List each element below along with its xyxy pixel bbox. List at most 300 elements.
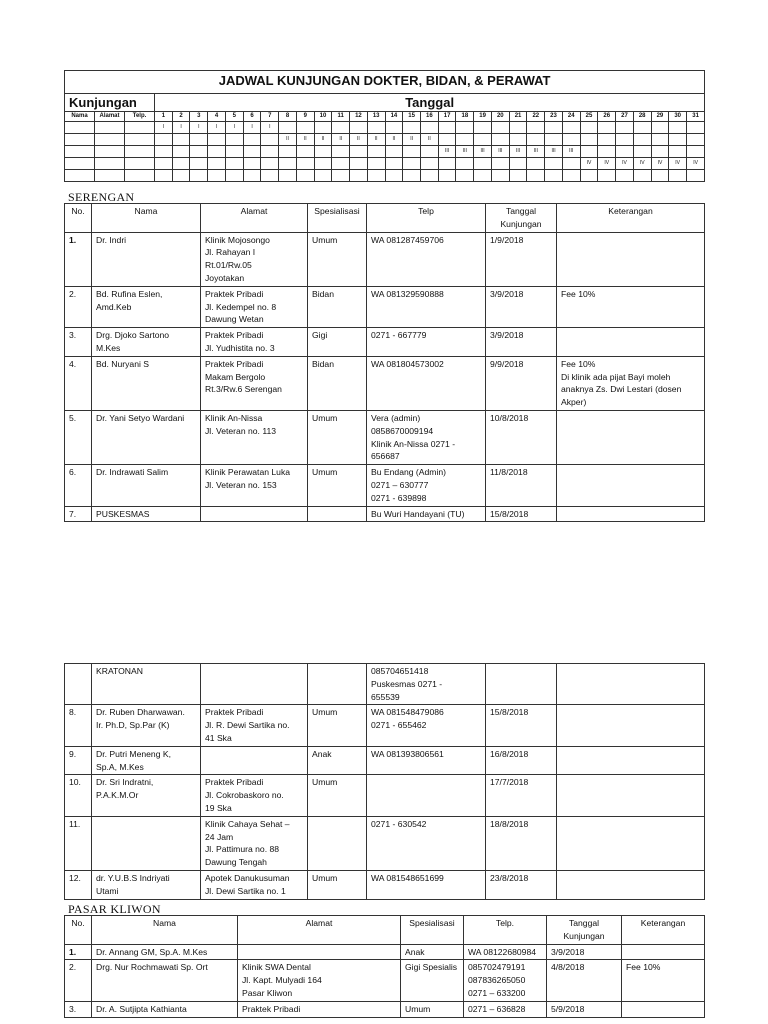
week-mark: IV xyxy=(580,158,598,170)
schedule-empty-cell xyxy=(65,158,95,170)
schedule-empty-cell xyxy=(456,134,474,146)
day-header: 10 xyxy=(314,112,332,122)
schedule-empty-cell xyxy=(155,134,173,146)
day-header: 30 xyxy=(669,112,687,122)
schedule-empty-cell xyxy=(385,146,403,158)
cell-tanggal: 3/9/2018 xyxy=(486,286,557,327)
schedule-subheader: Alamat xyxy=(95,112,125,122)
schedule-empty-cell xyxy=(456,122,474,134)
week-mark: II xyxy=(421,134,439,146)
column-header-nama: Nama xyxy=(92,916,238,945)
table-row xyxy=(65,356,705,410)
column-header-alamat: Alamat xyxy=(238,916,401,945)
schedule-empty-cell xyxy=(296,170,314,182)
schedule-empty-cell xyxy=(243,158,261,170)
cell-alamat: Klinik Cahaya Sehat – 24 Jam Jl. Pattimura no. 88 Dawung Tengah xyxy=(201,816,308,870)
cell-telp: 0271 - 630542 xyxy=(367,816,486,870)
schedule-empty-cell xyxy=(314,146,332,158)
schedule-empty-cell xyxy=(279,146,297,158)
schedule-empty-cell xyxy=(562,158,580,170)
schedule-empty-cell xyxy=(580,170,598,182)
schedule-empty-cell xyxy=(580,146,598,158)
cell-no: 2. xyxy=(65,286,92,327)
schedule-empty-cell xyxy=(598,170,616,182)
schedule-empty-cell xyxy=(491,170,509,182)
schedule-empty-cell xyxy=(509,122,527,134)
cell-nama: Bd. Nuryani S xyxy=(92,356,201,410)
schedule-empty-cell xyxy=(385,158,403,170)
week-mark: I xyxy=(261,122,279,134)
schedule-empty-cell xyxy=(261,158,279,170)
cell-nama: Dr. Putri Meneng K, Sp.A, M.Kes xyxy=(92,746,201,775)
table-row xyxy=(65,286,705,327)
cell-telp: WA 08122680984 xyxy=(464,944,547,960)
kratonan-table xyxy=(64,663,705,900)
cell-alamat: Praktek Pribadi Jl. Yudhistita no. 3 xyxy=(201,328,308,357)
week-mark: III xyxy=(491,146,509,158)
schedule-empty-cell xyxy=(261,134,279,146)
week-mark: II xyxy=(350,134,368,146)
table-row xyxy=(65,328,705,357)
cell-telp: WA 081393806561 xyxy=(367,746,486,775)
schedule-empty-cell xyxy=(669,122,687,134)
visit-schedule-table xyxy=(64,70,705,182)
day-header: 8 xyxy=(279,112,297,122)
cell-keterangan xyxy=(622,1001,705,1017)
schedule-empty-cell xyxy=(332,170,350,182)
cell-tanggal: 10/8/2018 xyxy=(486,410,557,464)
schedule-empty-cell xyxy=(65,134,95,146)
cell-spesialisasi xyxy=(308,506,367,522)
cell-spesialisasi: Anak xyxy=(401,944,464,960)
column-header-tanggal: Tanggal Kunjungan xyxy=(547,916,622,945)
schedule-empty-cell xyxy=(509,134,527,146)
cell-alamat xyxy=(201,506,308,522)
schedule-empty-cell xyxy=(491,134,509,146)
column-header-no: No. xyxy=(65,204,92,233)
cell-nama: Drg. Djoko Sartono M.Kes xyxy=(92,328,201,357)
schedule-empty-cell xyxy=(243,146,261,158)
cell-alamat xyxy=(201,664,308,705)
cell-no: 2. xyxy=(65,960,92,1001)
schedule-empty-cell xyxy=(669,134,687,146)
column-header-no: No. xyxy=(65,916,92,945)
cell-keterangan xyxy=(557,506,705,522)
schedule-empty-cell xyxy=(367,122,385,134)
cell-alamat: Praktek Pribadi Jl. Kedempel no. 8 Dawung Wetan xyxy=(201,286,308,327)
schedule-empty-cell xyxy=(687,122,705,134)
schedule-empty-cell xyxy=(474,158,492,170)
cell-nama: PUSKESMAS xyxy=(92,506,201,522)
cell-tanggal: 15/8/2018 xyxy=(486,705,557,746)
cell-telp: Bu Wuri Handayani (TU) xyxy=(367,506,486,522)
cell-tanggal: 4/8/2018 xyxy=(547,960,622,1001)
schedule-empty-cell xyxy=(509,170,527,182)
cell-nama: Dr. Ruben Dharwawan. Ir. Ph.D, Sp.Par (K) xyxy=(92,705,201,746)
serengan-table xyxy=(64,203,705,522)
day-header: 16 xyxy=(421,112,439,122)
schedule-subheader: Telp. xyxy=(125,112,155,122)
schedule-empty-cell xyxy=(95,122,125,134)
schedule-empty-cell xyxy=(669,146,687,158)
cell-telp: Vera (admin) 0858670009194 Klinik An-Nissa 0271 - 656687 xyxy=(367,410,486,464)
cell-tanggal: 15/8/2018 xyxy=(486,506,557,522)
cell-nama: KRATONAN xyxy=(92,664,201,705)
day-header: 7 xyxy=(261,112,279,122)
week-mark: IV xyxy=(616,158,634,170)
week-mark: II xyxy=(332,134,350,146)
schedule-empty-cell xyxy=(545,170,563,182)
schedule-empty-cell xyxy=(367,158,385,170)
cell-keterangan xyxy=(557,775,705,816)
cell-keterangan xyxy=(557,816,705,870)
cell-alamat: Praktek Pribadi Jl. Cokrobaskoro no. 19 Ska xyxy=(201,775,308,816)
cell-nama: Dr. A. Sutjipta Kathianta xyxy=(92,1001,238,1017)
table-row xyxy=(65,506,705,522)
schedule-empty-cell xyxy=(125,170,155,182)
day-header: 28 xyxy=(633,112,651,122)
schedule-empty-cell xyxy=(279,122,297,134)
cell-keterangan xyxy=(557,705,705,746)
cell-no: 12. xyxy=(65,870,92,899)
day-header: 19 xyxy=(474,112,492,122)
cell-tanggal: 5/9/2018 xyxy=(547,1001,622,1017)
cell-no: 8. xyxy=(65,705,92,746)
week-mark: II xyxy=(314,134,332,146)
day-header: 17 xyxy=(438,112,456,122)
cell-nama: Dr. Annang GM, Sp.A. M.Kes xyxy=(92,944,238,960)
schedule-empty-cell xyxy=(279,158,297,170)
week-mark: I xyxy=(208,122,226,134)
day-header: 26 xyxy=(598,112,616,122)
week-mark: III xyxy=(474,146,492,158)
schedule-empty-cell xyxy=(296,146,314,158)
day-header: 31 xyxy=(687,112,705,122)
day-header: 24 xyxy=(562,112,580,122)
day-header: 23 xyxy=(545,112,563,122)
cell-no: 9. xyxy=(65,746,92,775)
kunjungan-header: Kunjungan xyxy=(65,94,155,112)
cell-spesialisasi: Anak xyxy=(308,746,367,775)
day-header: 6 xyxy=(243,112,261,122)
schedule-empty-cell xyxy=(669,170,687,182)
schedule-empty-cell xyxy=(687,146,705,158)
column-header-spesialisasi: Spesialisasi xyxy=(308,204,367,233)
schedule-empty-cell xyxy=(95,158,125,170)
cell-telp: 085702479191 087836265050 0271 – 633200 xyxy=(464,960,547,1001)
cell-keterangan xyxy=(622,944,705,960)
cell-no: 1. xyxy=(65,944,92,960)
schedule-empty-cell xyxy=(225,134,243,146)
schedule-empty-cell xyxy=(403,146,421,158)
cell-keterangan xyxy=(557,746,705,775)
schedule-empty-cell xyxy=(208,146,226,158)
schedule-empty-cell xyxy=(545,122,563,134)
cell-tanggal xyxy=(486,664,557,705)
schedule-empty-cell xyxy=(562,122,580,134)
cell-telp: 0271 - 667779 xyxy=(367,328,486,357)
week-mark: IV xyxy=(687,158,705,170)
schedule-empty-cell xyxy=(421,170,439,182)
schedule-empty-cell xyxy=(545,134,563,146)
cell-alamat xyxy=(201,746,308,775)
pasar-kliwon-table xyxy=(64,915,705,1018)
day-header: 18 xyxy=(456,112,474,122)
schedule-empty-cell xyxy=(438,122,456,134)
cell-spesialisasi: Umum xyxy=(308,410,367,464)
schedule-empty-cell xyxy=(155,146,173,158)
cell-nama: dr. Y.U.B.S Indriyati Utami xyxy=(92,870,201,899)
schedule-empty-cell xyxy=(651,122,669,134)
schedule-empty-cell xyxy=(403,170,421,182)
cell-nama: Dr. Indrawati Salim xyxy=(92,465,201,506)
day-header: 12 xyxy=(350,112,368,122)
schedule-empty-cell xyxy=(225,158,243,170)
cell-spesialisasi xyxy=(308,664,367,705)
schedule-empty-cell xyxy=(509,158,527,170)
schedule-empty-cell xyxy=(598,122,616,134)
schedule-empty-cell xyxy=(314,122,332,134)
schedule-empty-cell xyxy=(456,158,474,170)
schedule-empty-cell xyxy=(598,146,616,158)
week-mark: I xyxy=(243,122,261,134)
day-header: 11 xyxy=(332,112,350,122)
schedule-empty-cell xyxy=(562,134,580,146)
schedule-empty-cell xyxy=(633,134,651,146)
schedule-empty-cell xyxy=(421,122,439,134)
cell-telp: WA 081548651699 xyxy=(367,870,486,899)
cell-tanggal: 17/7/2018 xyxy=(486,775,557,816)
schedule-empty-cell xyxy=(616,146,634,158)
cell-no: 3. xyxy=(65,328,92,357)
cell-spesialisasi: Bidan xyxy=(308,356,367,410)
schedule-empty-cell xyxy=(616,170,634,182)
cell-spesialisasi: Umum xyxy=(308,870,367,899)
week-mark: II xyxy=(403,134,421,146)
section-title-pasar-kliwon: PASAR KLIWON xyxy=(68,902,161,916)
schedule-empty-cell xyxy=(580,134,598,146)
schedule-empty-cell xyxy=(350,122,368,134)
cell-keterangan xyxy=(557,664,705,705)
cell-spesialisasi: Umum xyxy=(308,465,367,506)
cell-spesialisasi: Gigi Spesialis xyxy=(401,960,464,1001)
week-mark: I xyxy=(225,122,243,134)
schedule-empty-cell xyxy=(125,134,155,146)
schedule-empty-cell xyxy=(616,134,634,146)
schedule-empty-cell xyxy=(580,122,598,134)
day-header: 27 xyxy=(616,112,634,122)
cell-telp: WA 081329590888 xyxy=(367,286,486,327)
cell-nama: Drg. Nur Rochmawati Sp. Ort xyxy=(92,960,238,1001)
week-mark: III xyxy=(527,146,545,158)
schedule-empty-cell xyxy=(651,170,669,182)
week-mark: II xyxy=(385,134,403,146)
cell-keterangan xyxy=(557,328,705,357)
schedule-empty-cell xyxy=(438,170,456,182)
schedule-empty-cell xyxy=(616,122,634,134)
cell-no: 1. xyxy=(65,232,92,286)
cell-nama: Dr. Sri Indratni, P.A.K.M.Or xyxy=(92,775,201,816)
schedule-empty-cell xyxy=(95,170,125,182)
cell-keterangan xyxy=(557,870,705,899)
schedule-empty-cell xyxy=(95,146,125,158)
week-mark: I xyxy=(172,122,190,134)
day-header: 29 xyxy=(651,112,669,122)
column-header-telp: Telp. xyxy=(464,916,547,945)
schedule-empty-cell xyxy=(243,134,261,146)
schedule-empty-cell xyxy=(155,170,173,182)
cell-no: 7. xyxy=(65,506,92,522)
cell-telp: WA 081804573002 xyxy=(367,356,486,410)
week-mark: II xyxy=(367,134,385,146)
day-header: 22 xyxy=(527,112,545,122)
cell-tanggal: 1/9/2018 xyxy=(486,232,557,286)
schedule-empty-cell xyxy=(172,134,190,146)
schedule-empty-cell xyxy=(687,134,705,146)
schedule-empty-cell xyxy=(350,170,368,182)
schedule-empty-cell xyxy=(527,134,545,146)
week-mark: III xyxy=(456,146,474,158)
cell-spesialisasi: Umum xyxy=(308,232,367,286)
table-row xyxy=(65,960,705,1001)
schedule-empty-cell xyxy=(474,122,492,134)
day-header: 2 xyxy=(172,112,190,122)
week-mark: II xyxy=(279,134,297,146)
week-mark: III xyxy=(562,146,580,158)
column-header-alamat: Alamat xyxy=(201,204,308,233)
day-header: 3 xyxy=(190,112,208,122)
cell-no: 4. xyxy=(65,356,92,410)
schedule-empty-cell xyxy=(190,170,208,182)
schedule-empty-cell xyxy=(279,170,297,182)
column-header-spesialisasi: Spesialisasi xyxy=(401,916,464,945)
schedule-empty-cell xyxy=(456,170,474,182)
day-header: 21 xyxy=(509,112,527,122)
schedule-empty-cell xyxy=(651,146,669,158)
schedule-empty-cell xyxy=(208,170,226,182)
table-row xyxy=(65,1001,705,1017)
cell-alamat: Klinik Perawatan Luka Jl. Veteran no. 153 xyxy=(201,465,308,506)
cell-tanggal: 9/9/2018 xyxy=(486,356,557,410)
table-row xyxy=(65,775,705,816)
week-mark: IV xyxy=(633,158,651,170)
column-header-tanggal: Tanggal Kunjungan xyxy=(486,204,557,233)
cell-tanggal: 16/8/2018 xyxy=(486,746,557,775)
schedule-empty-cell xyxy=(403,158,421,170)
cell-alamat: Praktek Pribadi Makam Bergolo Rt.3/Rw.6 Serengan xyxy=(201,356,308,410)
schedule-empty-cell xyxy=(190,146,208,158)
table-row xyxy=(65,944,705,960)
cell-keterangan xyxy=(557,465,705,506)
table-row xyxy=(65,465,705,506)
day-header: 4 xyxy=(208,112,226,122)
schedule-empty-cell xyxy=(421,146,439,158)
schedule-empty-cell xyxy=(545,158,563,170)
schedule-empty-cell xyxy=(491,158,509,170)
schedule-empty-cell xyxy=(125,146,155,158)
cell-nama xyxy=(92,816,201,870)
cell-keterangan: Fee 10% xyxy=(622,960,705,1001)
schedule-empty-cell xyxy=(403,122,421,134)
cell-nama: Dr. Indri xyxy=(92,232,201,286)
week-mark: IV xyxy=(669,158,687,170)
day-header: 20 xyxy=(491,112,509,122)
schedule-empty-cell xyxy=(261,146,279,158)
cell-alamat xyxy=(238,944,401,960)
cell-keterangan: Fee 10% Di klinik ada pijat Bayi moleh anaknya Zs. Dwi Lestari (dosen Akper) xyxy=(557,356,705,410)
schedule-empty-cell xyxy=(367,170,385,182)
schedule-empty-cell xyxy=(421,158,439,170)
schedule-title: JADWAL KUNJUNGAN DOKTER, BIDAN, & PERAWAT xyxy=(65,71,705,94)
schedule-empty-cell xyxy=(208,134,226,146)
cell-no: 3. xyxy=(65,1001,92,1017)
cell-alamat: Klinik Mojosongo Jl. Rahayan I Rt.01/Rw.05 Joyotakan xyxy=(201,232,308,286)
tanggal-header: Tanggal xyxy=(155,94,705,112)
schedule-empty-cell xyxy=(527,158,545,170)
schedule-subheader: Nama xyxy=(65,112,95,122)
schedule-empty-cell xyxy=(125,158,155,170)
cell-spesialisasi: Umum xyxy=(308,775,367,816)
schedule-empty-cell xyxy=(491,122,509,134)
table-row xyxy=(65,232,705,286)
cell-alamat: Klinik SWA Dental Jl. Kapt. Mulyadi 164 Pasar Kliwon xyxy=(238,960,401,1001)
schedule-empty-cell xyxy=(243,170,261,182)
column-header-telp: Telp xyxy=(367,204,486,233)
cell-telp: WA 081287459706 xyxy=(367,232,486,286)
column-header-keterangan: Keterangan xyxy=(622,916,705,945)
table-row xyxy=(65,705,705,746)
schedule-empty-cell xyxy=(332,122,350,134)
cell-alamat: Praktek Pribadi xyxy=(238,1001,401,1017)
week-mark: IV xyxy=(598,158,616,170)
week-mark: IV xyxy=(651,158,669,170)
cell-spesialisasi xyxy=(308,816,367,870)
table-row xyxy=(65,870,705,899)
day-header: 15 xyxy=(403,112,421,122)
schedule-empty-cell xyxy=(385,170,403,182)
schedule-empty-cell xyxy=(225,146,243,158)
schedule-empty-cell xyxy=(65,122,95,134)
day-header: 9 xyxy=(296,112,314,122)
schedule-empty-cell xyxy=(314,170,332,182)
cell-tanggal: 23/8/2018 xyxy=(486,870,557,899)
schedule-empty-cell xyxy=(296,158,314,170)
table-row xyxy=(65,410,705,464)
schedule-empty-cell xyxy=(651,134,669,146)
schedule-empty-cell xyxy=(598,134,616,146)
schedule-empty-cell xyxy=(190,158,208,170)
cell-spesialisasi: Umum xyxy=(401,1001,464,1017)
schedule-empty-cell xyxy=(314,158,332,170)
schedule-empty-cell xyxy=(438,158,456,170)
cell-no xyxy=(65,664,92,705)
cell-tanggal: 18/8/2018 xyxy=(486,816,557,870)
cell-spesialisasi: Umum xyxy=(308,705,367,746)
table-row xyxy=(65,816,705,870)
schedule-empty-cell xyxy=(633,122,651,134)
schedule-empty-cell xyxy=(332,158,350,170)
schedule-empty-cell xyxy=(65,170,95,182)
schedule-empty-cell xyxy=(385,122,403,134)
cell-tanggal: 3/9/2018 xyxy=(486,328,557,357)
week-mark: I xyxy=(155,122,173,134)
schedule-empty-cell xyxy=(474,170,492,182)
schedule-empty-cell xyxy=(527,122,545,134)
schedule-empty-cell xyxy=(172,158,190,170)
day-header: 14 xyxy=(385,112,403,122)
cell-alamat: Praktek Pribadi Jl. R. Dewi Sartika no. 41 Ska xyxy=(201,705,308,746)
cell-no: 10. xyxy=(65,775,92,816)
